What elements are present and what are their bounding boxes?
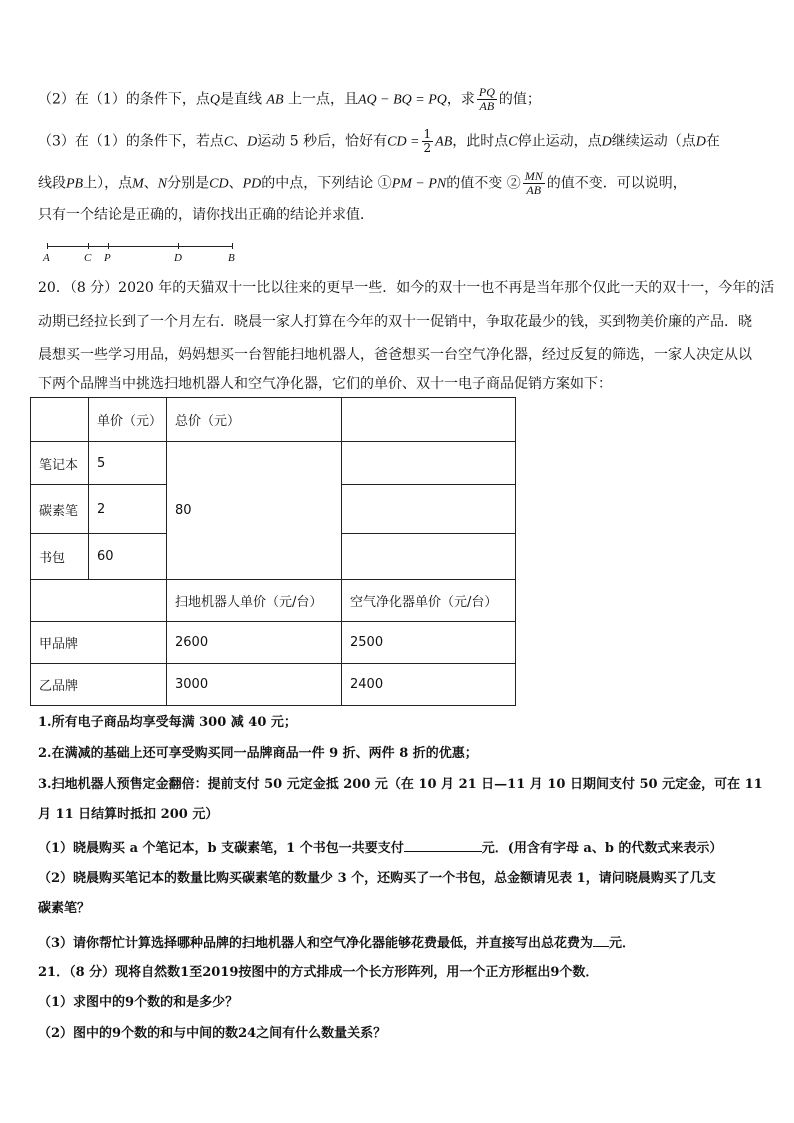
text: 、 — [228, 175, 243, 192]
q19-part3-line3: 只有一个结论是正确的，请你找出正确的结论并求值． — [38, 207, 374, 223]
brand-name: 甲品牌 — [31, 622, 167, 664]
answer-blank[interactable] — [404, 837, 482, 852]
math-expression: PM − PN — [391, 176, 447, 192]
item-name: 碳素笔 — [31, 485, 89, 534]
item-unit-price: 2 — [89, 485, 167, 534]
q20-line1: 20．（8 分）2020 年的天猫双十一比以往来的更早一些．如今的双十一也不再是当年那个仅此一天的双十一，今年的活 — [38, 280, 775, 296]
table-cell-empty — [342, 442, 516, 485]
text: ，求 — [446, 91, 475, 108]
q20-sub3 — [38, 932, 635, 954]
q20-line2: 动期已经拉长到了一个月左右．晓晨一家人打算在今年的双十一促销中，争取花最少的钱，买到物美价廉的产品．晓 — [38, 314, 752, 330]
robot-price: 3000 — [167, 664, 342, 706]
text: 元． — [609, 936, 636, 951]
fraction-numerator: MN — [524, 169, 543, 183]
text: 的值不变 ② — [446, 175, 521, 192]
math-equation: AQ − BQ = PQ — [357, 92, 447, 108]
math-var: C — [508, 134, 518, 150]
table-cell-empty — [342, 485, 516, 534]
fraction-half — [422, 128, 434, 155]
math-var: AB — [435, 134, 453, 150]
fraction-numerator: 1 — [423, 127, 432, 141]
text: 分别是 — [167, 175, 210, 192]
rule-2: 2.在满减的基础上还可享受购买同一品牌商品一件 9 折、两件 8 折的优惠； — [38, 746, 478, 761]
table-cell-empty — [342, 534, 516, 580]
text: 的中点，下列结论 ① — [261, 175, 392, 192]
math-var: D — [247, 134, 258, 150]
text: （3）请你帮忙计算选择哪种品牌的扫地机器人和空气净化器能够花费最低，并直接写出总花费为 — [38, 936, 594, 951]
text: 上一点，且 — [287, 91, 358, 108]
item-unit-price: 60 — [89, 534, 167, 580]
q20-sub2a: （2）晓晨购买笔记本的数量比购买碳素笔的数量少 3 个，还购买了一个书包，总金额请见表 1，请问晓晨购买了几支 — [38, 871, 716, 886]
q19-part3-line1 — [38, 128, 720, 155]
price-table — [30, 397, 516, 706]
answer-blank[interactable] — [593, 932, 609, 947]
segment-line — [47, 246, 233, 247]
fraction-numerator: PQ — [478, 85, 495, 99]
text: ，此时点 — [452, 133, 509, 150]
table-cell-empty — [342, 398, 516, 442]
segment-tick — [47, 243, 48, 249]
table-cell-empty — [31, 580, 167, 622]
rule-3b: 月 11 日结算时抵扣 200 元） — [38, 807, 219, 822]
math-var: N — [157, 176, 168, 192]
table-header-robot: 扫地机器人单价（元/台） — [167, 580, 342, 622]
math-var: CD — [209, 176, 229, 192]
point-label-p: P — [104, 252, 111, 264]
segment-tick — [108, 243, 109, 249]
math-var: Q — [209, 92, 220, 108]
point-label-d: D — [174, 252, 182, 264]
text: 运动 5 秒后，恰好有 — [257, 133, 388, 150]
segment-tick — [232, 243, 233, 249]
air-price: 2400 — [342, 664, 516, 706]
item-name: 书包 — [31, 534, 89, 580]
math-var: PD — [242, 176, 262, 192]
text: 停止运动，点 — [517, 133, 602, 150]
text: 、 — [143, 175, 158, 192]
rule-1: 1.所有电子商品均享受每满 300 减 40 元； — [38, 715, 297, 730]
text: （1）晓晨购买 a 个笔记本，b 支碳素笔，1 个书包一共要支付 — [38, 841, 404, 856]
point-label-b: B — [228, 252, 235, 264]
math-var: PB — [66, 176, 84, 192]
fraction-denominator: AB — [526, 183, 542, 197]
q19-part2 — [38, 86, 541, 113]
text: 的值不变．可以说明， — [546, 175, 687, 192]
q20-line4: 下两个品牌当中挑选扫地机器人和空气净化器，它们的单价、双十一电子商品促销方案如下： — [38, 376, 612, 392]
math-var: AB — [266, 92, 284, 108]
table-cell-empty — [31, 398, 89, 442]
fraction-denominator: 2 — [423, 141, 432, 155]
text: 、 — [233, 133, 248, 150]
item-name: 笔记本 — [31, 442, 89, 485]
fraction-pq-ab — [477, 86, 497, 113]
air-price: 2500 — [342, 622, 516, 664]
point-label-c: C — [84, 252, 92, 264]
fraction-mn-ab — [523, 170, 545, 197]
q21-sub1: （1）求图中的9个数的和是多少？ — [38, 995, 239, 1010]
text: 线段 — [38, 175, 66, 192]
table-header-air: 空气净化器单价（元/台） — [342, 580, 516, 622]
text: 上），点 — [83, 175, 133, 192]
total-price: 80 — [167, 442, 342, 580]
rule-3a: 3.扫地机器人预售定金翻倍：提前支付 50 元定金抵 200 元（在 10 月 21 日—11 月 10 日期间支付 50 元定金，可在 11 — [38, 777, 763, 792]
q20-sub2b: 碳素笔？ — [38, 901, 91, 916]
table-row — [31, 664, 516, 706]
segment-tick — [88, 243, 89, 249]
point-label-a: A — [43, 252, 50, 264]
q20-sub1 — [38, 837, 722, 859]
fraction-denominator: AB — [479, 99, 495, 113]
brand-name: 乙品牌 — [31, 664, 167, 706]
table-header-total: 总价（元） — [167, 398, 342, 442]
text: 的值； — [498, 91, 541, 108]
text: 元．(用含有字母 a、b 的代数式来表示） — [481, 841, 723, 856]
table-header-unit: 单价（元） — [89, 398, 167, 442]
q20-line3: 晨想买一些学习用品，妈妈想买一台智能扫地机器人，爸爸想买一台空气净化器，经过反复的筛选，一家人决定从以 — [38, 347, 752, 363]
q21-line1: 21．（8 分）现将自然数1至2019按图中的方式排成一个长方形阵列，用一个正方形框出9个数． — [38, 965, 599, 980]
math-var: C — [223, 134, 234, 150]
table-row — [31, 622, 516, 664]
text: （3）在（1）的条件下，若点 — [38, 133, 224, 150]
text: 继续运动（点 — [611, 133, 696, 150]
table-row — [31, 442, 516, 485]
text: 在 — [705, 133, 720, 150]
robot-price: 2600 — [167, 622, 342, 664]
text: （2）在（1）的条件下，点 — [38, 91, 210, 108]
q21-sub2: （2）图中的9个数的和与中间的数24之间有什么数量关系？ — [38, 1026, 387, 1041]
math-var: D — [695, 134, 706, 150]
math-var: M — [132, 176, 144, 192]
math-var: D — [601, 134, 612, 150]
segment-tick — [178, 243, 179, 249]
q19-part3-line2 — [38, 170, 687, 197]
item-unit-price: 5 — [89, 442, 167, 485]
text: 是直线 — [219, 91, 262, 108]
math-equation: CD = — [387, 134, 420, 150]
